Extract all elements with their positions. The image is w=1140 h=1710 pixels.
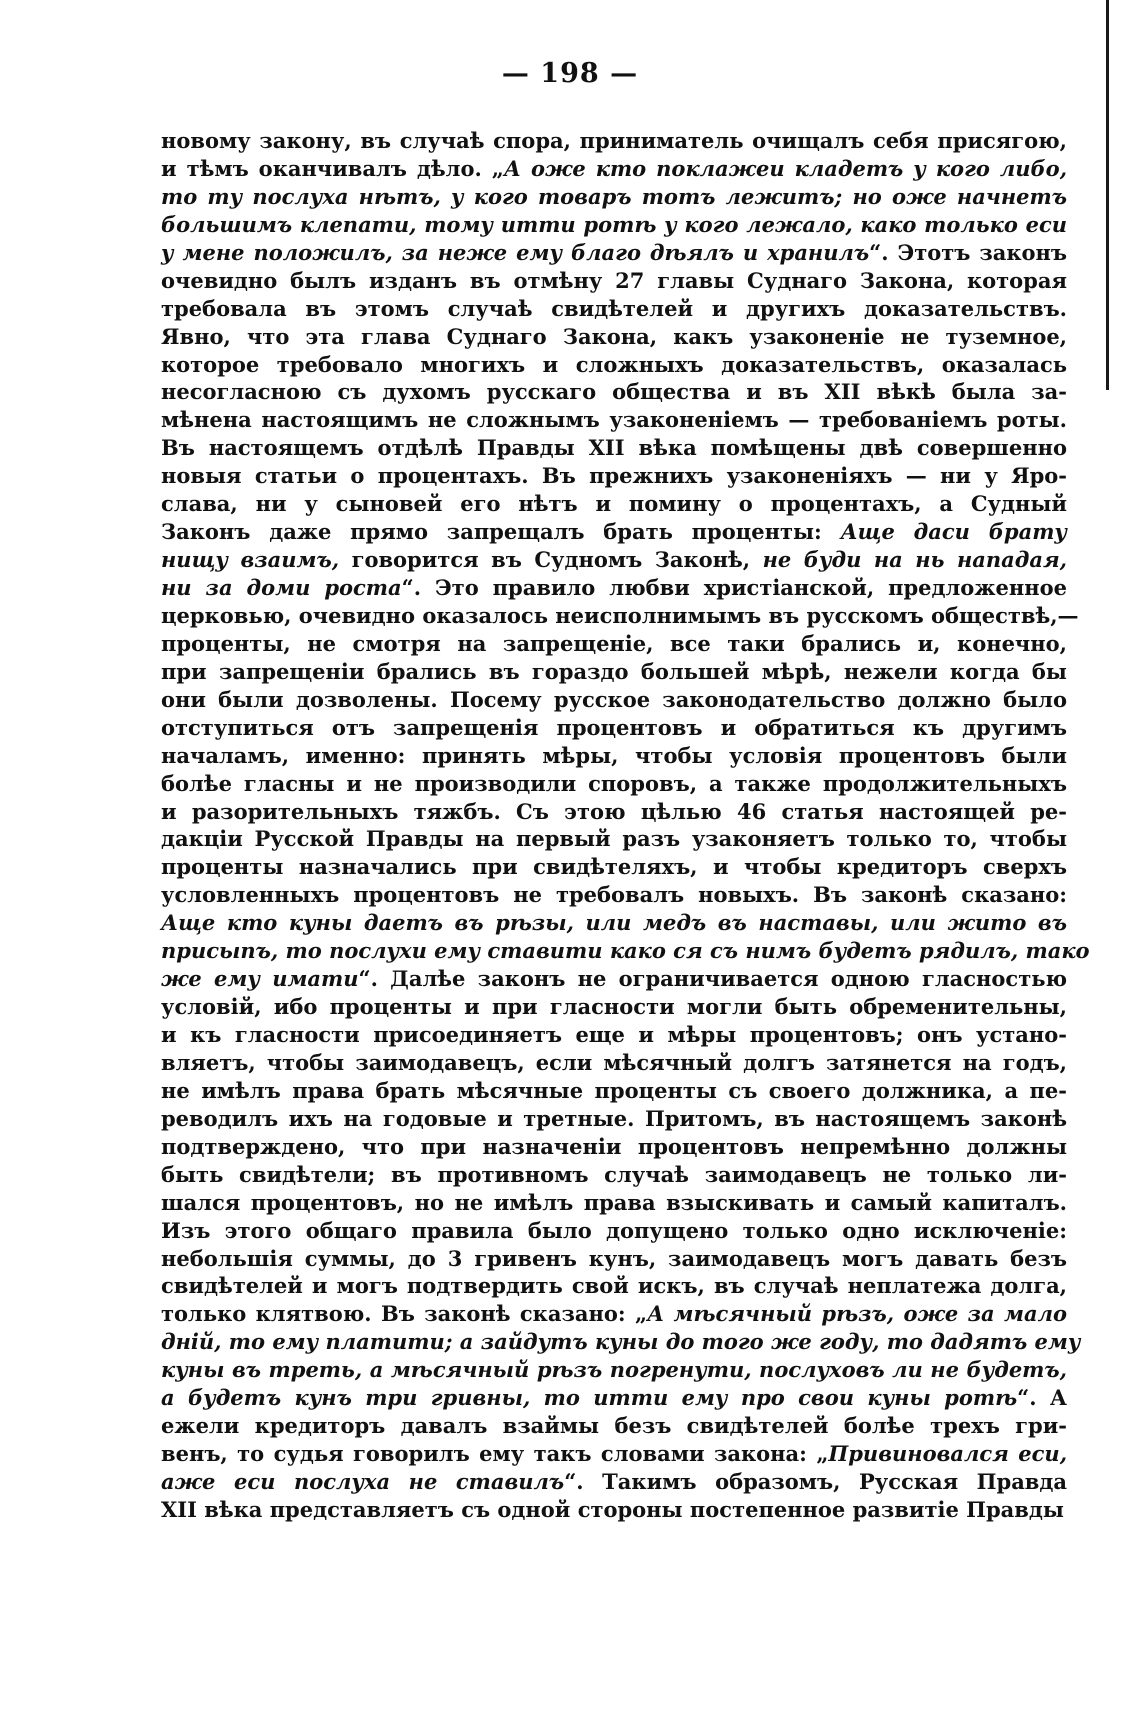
text-line: Въ настоящемъ отдѣлѣ Правды XII вѣка помѣщены двѣ совершенно xyxy=(161,435,1067,461)
text-line: болѣе гласны и не производили споровъ, а также продолжительныхъ xyxy=(161,770,1067,796)
text-line: проценты, не смотря на запрещеніе, все таки брались и, конечно, xyxy=(161,630,1067,656)
text-line: свидѣтелей и могъ подтвердить свой искъ, въ случаѣ неплатежа долга, xyxy=(161,1273,1067,1299)
text-line: не имѣлъ права брать мѣсячные проценты съ своего должника, а пе- xyxy=(161,1077,1067,1103)
text-line: и разорительныхъ тяжбъ. Съ этою цѣлью 46 статья настоящей ре- xyxy=(161,798,1067,824)
text-line: условій, ибо проценты и при гласности могли быть обременительны, xyxy=(161,994,1067,1020)
text-line: церковью, очевидно оказалось неисполнимымъ въ русскомъ обществѣ,— xyxy=(161,602,1079,628)
text-line: то ту послуха нѣтъ, у кого товаръ тотъ лежитъ; но оже начнетъ xyxy=(161,183,1067,209)
text-line: слава, ни у сыновей его нѣтъ и помину о процентахъ, а Судный xyxy=(161,491,1067,517)
text-line: новыя статьи о процентахъ. Въ прежнихъ узаконеніяхъ — ни у Яро- xyxy=(161,463,1067,489)
body-text xyxy=(161,127,1090,1524)
text-line: очевидно былъ изданъ въ отмѣну 27 главы Суднаго Закона, которая xyxy=(161,267,1067,293)
text-line: реводилъ ихъ на годовые и третные. Притомъ, въ настоящемъ законѣ xyxy=(161,1105,1067,1131)
text-line: аже еси послуха не ставилъ“. Такимъ образомъ, Русская Правда xyxy=(161,1469,1067,1494)
text-line: Аще кто куны даетъ въ рѣзы, или медъ въ наставы, или жито въ xyxy=(161,910,1067,936)
text-line: вляетъ, чтобы заимодавецъ, если мѣсячный долгъ затянется на годъ, xyxy=(161,1049,1067,1075)
text-line: Изъ этого общаго правила было допущено только одно исключеніе: xyxy=(161,1217,1067,1243)
text-line: требовала въ этомъ случаѣ свидѣтелей и другихъ доказательствъ. xyxy=(161,295,1067,321)
text-line: новому закону, въ случаѣ спора, приниматель очищалъ себя присягою, xyxy=(161,128,1067,153)
text-line: только клятвою. Въ законѣ сказано: „А мѣсячный рѣзъ, оже за мало xyxy=(161,1301,1067,1327)
text-line: дній, то ему платити; а зайдутъ куны до того же году, то дадятъ ему xyxy=(161,1329,1081,1355)
text-line: подтверждено, что при назначеніи процентовъ непремѣнно должны xyxy=(161,1133,1067,1159)
page-number: — 198 — xyxy=(501,58,639,89)
text-line: дакціи Русской Правды на первый разъ узаконяетъ только то, чтобы xyxy=(161,826,1067,852)
text-line: быть свидѣтели; въ противномъ случаѣ заимодавецъ не только ли- xyxy=(161,1161,1067,1187)
text-line: проценты назначались при свидѣтеляхъ, и чтобы кредиторъ сверхъ xyxy=(161,854,1067,880)
text-line: же ему имати“. Далѣе законъ не ограничивается одною гласностью xyxy=(161,966,1067,992)
text-line: венъ, то судья говорилъ ему такъ словами закона: „Привиновался еси, xyxy=(161,1441,1068,1467)
text-line: и къ гласности присоединяетъ еще и мѣры процентовъ; онъ устано- xyxy=(161,1022,1067,1047)
text-line: началамъ, именно: принять мѣры, чтобы условія процентовъ были xyxy=(161,742,1067,768)
text-line: они были дозволены. Посему русское законодательство должно было xyxy=(161,686,1067,712)
text-line: Явно, что эта глава Суднаго Закона, какъ узаконеніе не туземное, xyxy=(161,323,1067,349)
text-line: а будетъ кунъ три гривны, то итти ему про свои куны ротѣ“. А xyxy=(161,1385,1067,1411)
text-line: которое требовало многихъ и сложныхъ доказательствъ, оказалась xyxy=(161,351,1067,377)
text-line: отступиться отъ запрещенія процентовъ и обратиться къ другимъ xyxy=(161,714,1067,740)
text-line: нищу взаимъ, говорится въ Судномъ Законѣ, не буди на нь нападая, xyxy=(161,547,1067,573)
text-line: ежели кредиторъ давалъ взаймы безъ свидѣтелей болѣе трехъ гри- xyxy=(161,1413,1067,1439)
text-line: у мене положилъ, за неже ему благо дѣялъ и хранилъ“. Этотъ законъ xyxy=(161,239,1067,265)
text-line: куны въ треть, а мѣсячный рѣзъ погренути, послуховъ ли не будетъ, xyxy=(161,1357,1067,1383)
text-line: при запрещеніи брались въ гораздо большей мѣрѣ, нежели когда бы xyxy=(161,658,1067,684)
text-line: небольшія суммы, до 3 гривенъ кунъ, заимодавецъ могъ давать безъ xyxy=(161,1245,1067,1271)
text-line: несогласною съ духомъ русскаго общества и въ XII вѣкѣ была за- xyxy=(161,379,1067,405)
text-line: Законъ даже прямо запрещалъ брать проценты: Аще даси брату xyxy=(161,519,1067,545)
text-line: мѣнена настоящимъ не сложнымъ узаконеніемъ — требованіемъ роты. xyxy=(161,407,1067,433)
text-line: XII вѣка представляетъ съ одной стороны постепенное развитіе Правды xyxy=(161,1496,1064,1522)
text-line: большимъ клепати, тому итти ротѣ у кого лежало, како только еси xyxy=(161,211,1067,237)
text-line: шался процентовъ, но не имѣлъ права взыскивать и самый капиталъ. xyxy=(161,1189,1067,1215)
text-line: присыпъ, то послухи ему ставити како ся съ нимъ будетъ рядилъ, тако xyxy=(161,938,1090,964)
text-line: и тѣмъ оканчивалъ дѣло. „А оже кто поклажеи кладетъ у кого либо, xyxy=(161,155,1068,181)
text-line: ни за доми роста“. Это правило любви христіанской, предложенное xyxy=(161,575,1067,600)
text-line: условленныхъ процентовъ не требовалъ новыхъ. Въ законѣ сказано: xyxy=(161,882,1067,908)
